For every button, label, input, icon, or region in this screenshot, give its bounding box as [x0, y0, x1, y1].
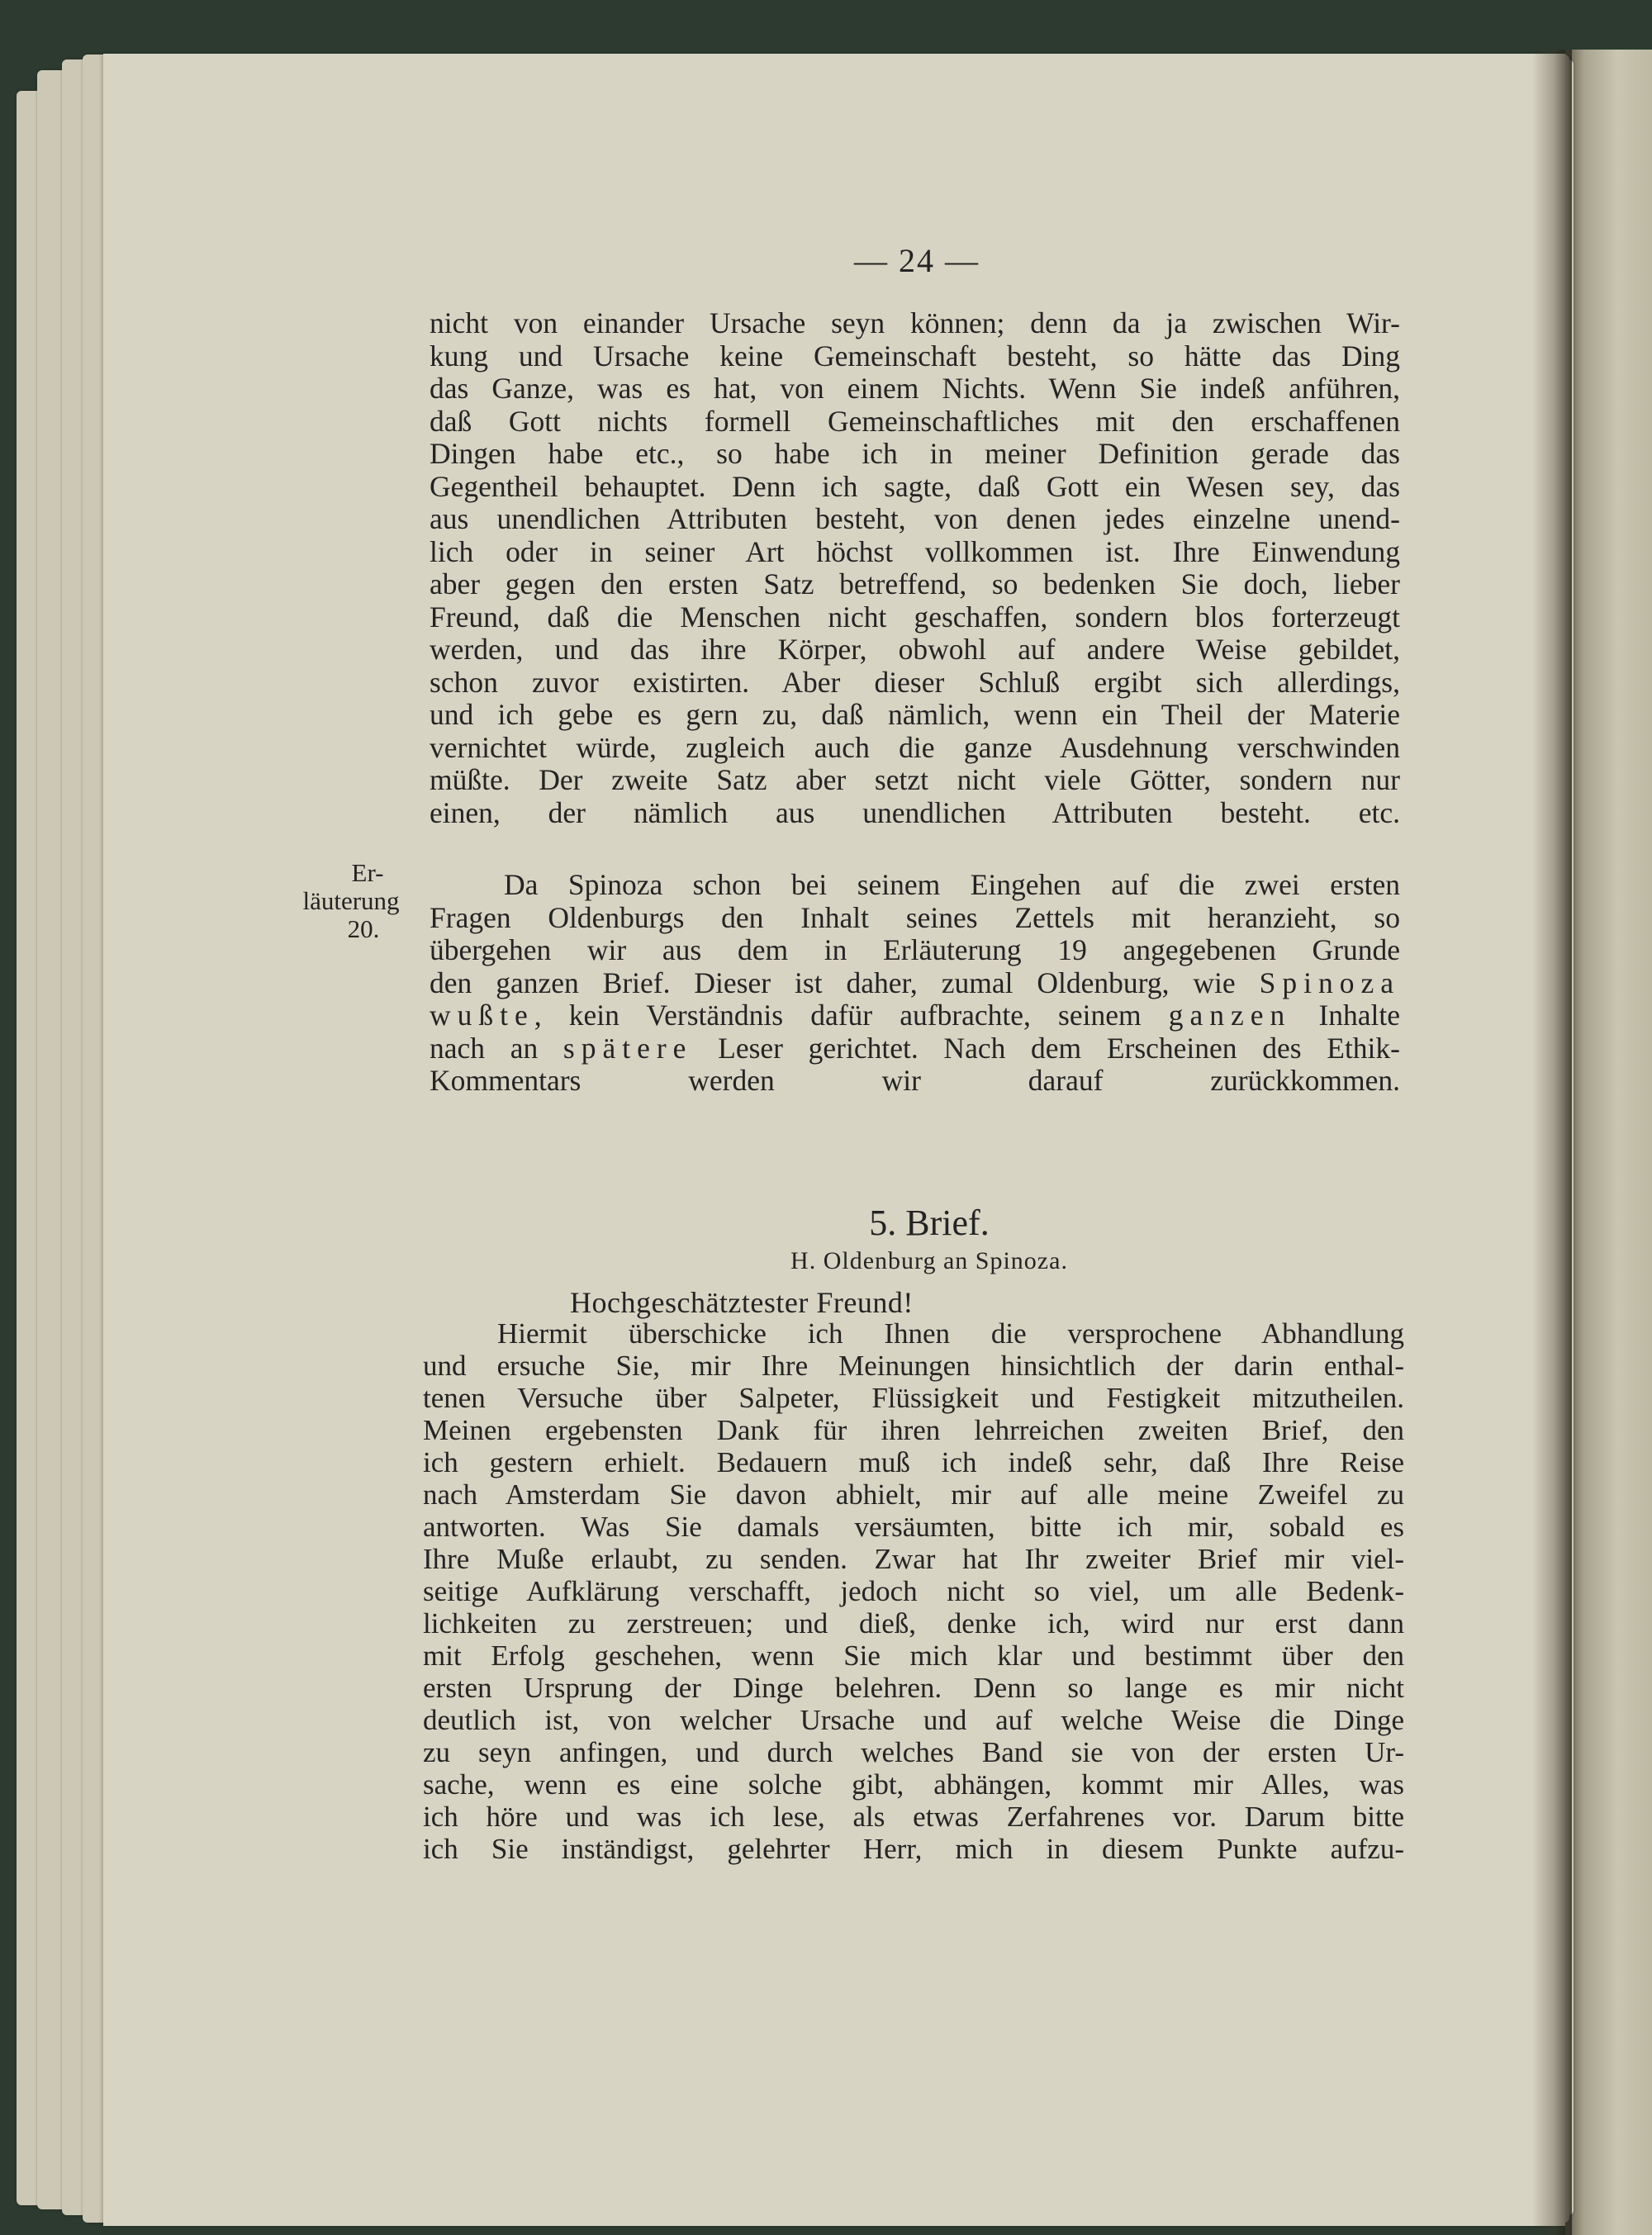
- text-line: nicht von einander Ursache seyn können; denn da ja zwischen Wir-: [430, 306, 1400, 339]
- emphasis-text: ganzen: [1168, 999, 1292, 1032]
- text-line: ich höre und was ich lese, als etwas Zerfahrenes vor. Darum bitte: [423, 1801, 1404, 1833]
- text-line: Fragen Oldenburgs den Inhalt seines Zettels mit heranzieht, so: [430, 900, 1400, 934]
- text-line: Meinen ergebensten Dank für ihren lehrreichen zweiten Brief, den: [423, 1414, 1404, 1446]
- margin-note-line: läuterung: [302, 886, 400, 915]
- letter-body: [423, 1317, 1404, 1865]
- text-line: lichkeiten zu zerstreuen; und dieß, denke ich, wird nur erst dann: [423, 1607, 1404, 1639]
- page-number: — 24 —: [854, 242, 980, 279]
- text-line: Da Spinoza schon bei seinem Eingehen auf die zwei ersten: [504, 868, 1400, 901]
- letter-heading: 5. Brief.: [869, 1203, 990, 1243]
- paragraph-continuation: [430, 307, 1400, 829]
- text-line: antworten. Was Sie damals versäumten, bitte ich mir, sobald es: [423, 1511, 1404, 1543]
- text-line: Freund, daß die Menschen nicht geschaffen, sondern blos forterzeugt: [430, 600, 1400, 633]
- letter-salutation: Hochgeschätztester Freund!: [570, 1286, 914, 1319]
- text-line: Dingen habe etc., so habe ich in meiner Definition gerade das: [430, 437, 1400, 470]
- text-line: ich Sie inständigst, gelehrter Herr, mich in diesem Punkte aufzu-: [423, 1833, 1404, 1865]
- text-line: Kommentars werden wir darauf zurückkommen.: [430, 1064, 1400, 1097]
- text-line: einen, der nämlich aus unendlichen Attributen besteht. etc.: [430, 795, 1400, 829]
- emphasis-text: wußte: [430, 999, 534, 1032]
- text-line: und ich gebe es gern zu, daß nämlich, wenn ein Theil der Materie: [430, 698, 1400, 731]
- text-line: übergehen wir aus dem in Erläuterung 19 angegebenen Grunde: [430, 933, 1400, 966]
- text-line: kung und Ursache keine Gemeinschaft besteht, so hätte das Ding: [430, 339, 1400, 372]
- text-line: [430, 967, 1400, 1000]
- letter-subheading: H. Oldenburg an Spinoza.: [790, 1247, 1068, 1274]
- paragraph-erlaeuterung: [430, 869, 1400, 1098]
- page-gutter-shadow: [1532, 50, 1572, 2235]
- text-line: aber gegen den ersten Satz betreffend, so bedenken Sie doch, lieber: [430, 567, 1400, 600]
- text-run: nach an: [430, 1031, 563, 1065]
- text-line: ersten Ursprung der Dinge belehren. Denn so lange es mir nicht: [423, 1672, 1404, 1704]
- text-line: müßte. Der zweite Satz aber setzt nicht viele Götter, sondern nur: [430, 763, 1400, 796]
- text-line: [430, 1032, 1400, 1065]
- text-run: Leser gerichtet. Nach dem Erscheinen des Ethik-: [692, 1031, 1400, 1065]
- text-line: aus unendlichen Attributen besteht, von denen jedes einzelne unend-: [430, 502, 1400, 535]
- text-run: , kein Verständnis dafür aufbrachte, seinem: [534, 999, 1169, 1032]
- margin-note-line: 20.: [347, 914, 380, 943]
- text-line: Hiermit überschicke ich Ihnen die versprochene Abhandlung: [497, 1317, 1404, 1350]
- text-line: deutlich ist, von welcher Ursache und auf welche Weise die Dinge: [423, 1704, 1404, 1736]
- text-line: [430, 999, 1400, 1032]
- text-line: Gegentheil behauptet. Denn ich sagte, daß Gott ein Wesen sey, das: [430, 469, 1400, 503]
- text-line: schon zuvor existirten. Aber dieser Schluß ergibt sich allerdings,: [430, 665, 1400, 699]
- text-line: lich oder in seiner Art höchst vollkommen ist. Ihre Einwendung: [430, 534, 1400, 568]
- text-line: werden, und das ihre Körper, obwohl auf andere Weise gebildet,: [430, 633, 1400, 666]
- text-line: und ersuche Sie, mir Ihre Meinungen hinsichtlich der darin enthal-: [423, 1350, 1404, 1382]
- text-line: daß Gott nichts formell Gemeinschaftliches mit den erschaffenen: [430, 404, 1400, 438]
- text-run: Inhalte: [1291, 999, 1401, 1032]
- text-line: tenen Versuche über Salpeter, Flüssigkeit und Festigkeit mitzutheilen.: [423, 1382, 1404, 1414]
- facing-page-edge: [1565, 50, 1652, 2235]
- margin-note-erlaeuterung: [285, 859, 417, 943]
- text-line: seitige Aufklärung verschafft, jedoch nicht so viel, um alle Bedenk-: [423, 1575, 1404, 1607]
- margin-note-line: Er-: [351, 858, 384, 887]
- text-line: Ihre Muße erlaubt, zu senden. Zwar hat Ihr zweiter Brief mir viel-: [423, 1543, 1404, 1575]
- text-run: den ganzen Brief. Dieser ist daher, zumal Oldenburg, wie: [430, 966, 1260, 999]
- text-line: sache, wenn es eine solche gibt, abhängen, kommt mir Alles, was: [423, 1768, 1404, 1801]
- text-line: mit Erfolg geschehen, wenn Sie mich klar und bestimmt über den: [423, 1639, 1404, 1672]
- text-line: zu seyn anfingen, und durch welches Band sie von der ersten Ur-: [423, 1736, 1404, 1768]
- emphasis-text: Spinoza: [1259, 966, 1400, 999]
- text-line: ich gestern erhielt. Bedauern muß ich indeß sehr, daß Ihre Reise: [423, 1446, 1404, 1478]
- text-line: das Ganze, was es hat, von einem Nichts. Wenn Sie indeß anführen,: [430, 372, 1400, 405]
- text-line: nach Amsterdam Sie davon abhielt, mir auf alle meine Zweifel zu: [423, 1478, 1404, 1511]
- emphasis-text: spätere: [563, 1031, 693, 1065]
- text-line: vernichtet würde, zugleich auch die ganze Ausdehnung verschwinden: [430, 730, 1400, 764]
